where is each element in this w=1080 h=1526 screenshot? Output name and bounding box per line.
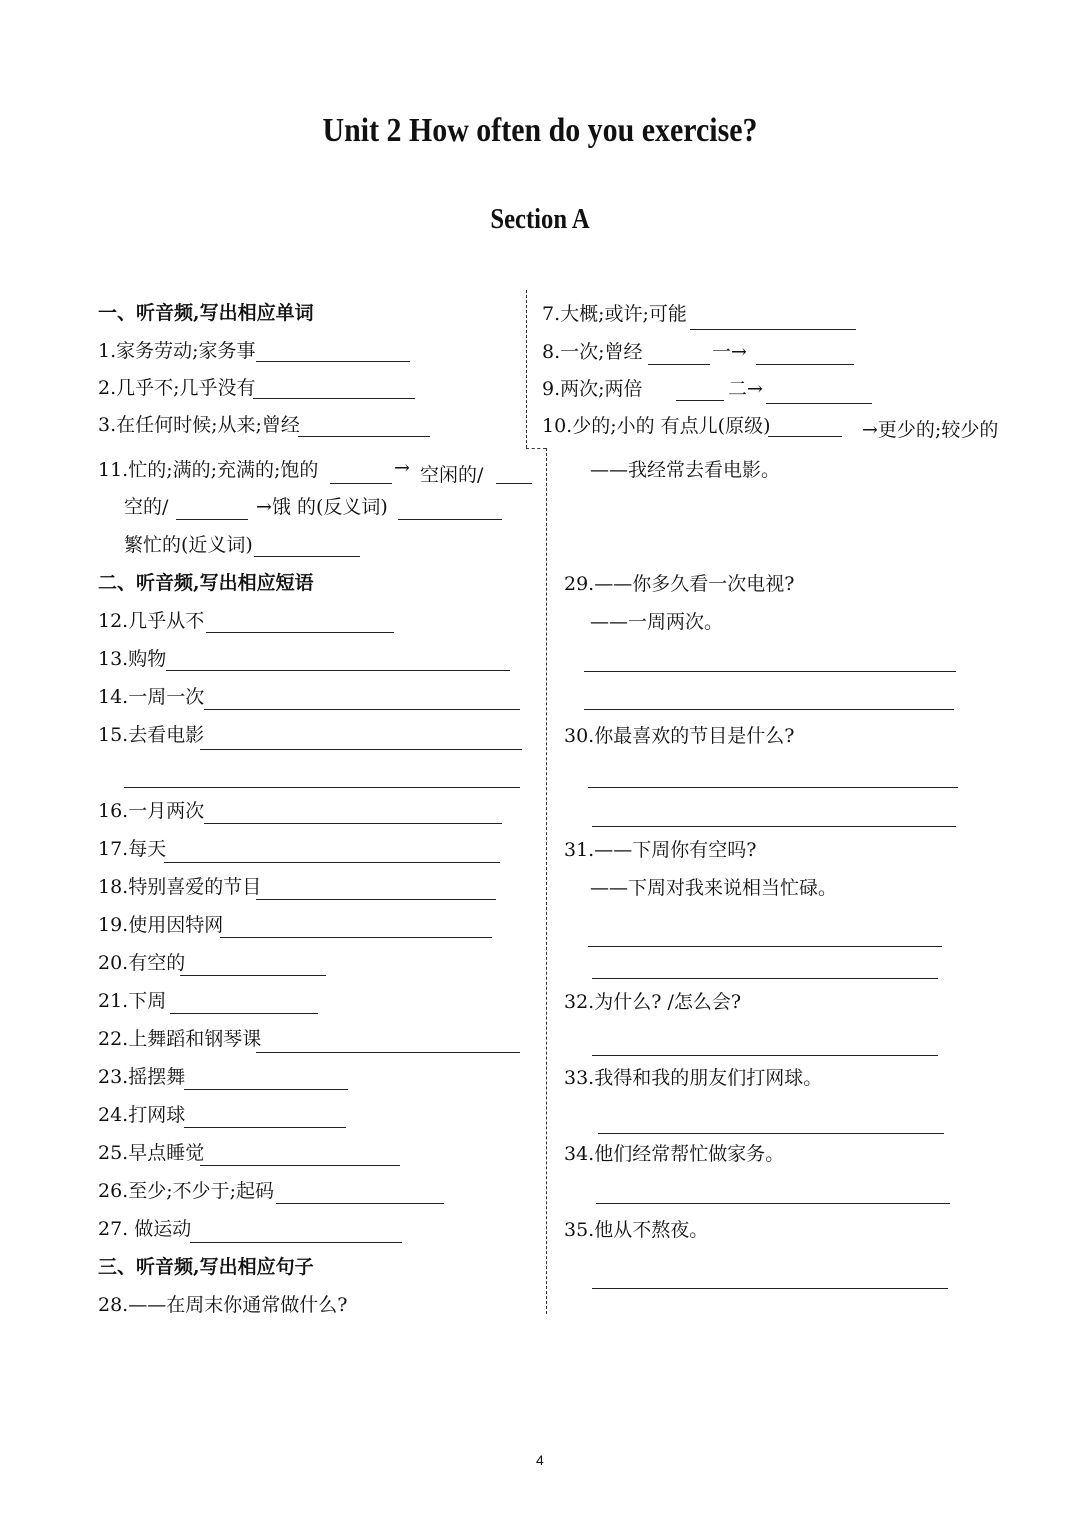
item-33-blank[interactable] — [598, 1133, 944, 1134]
item-30-blank-b[interactable] — [592, 826, 956, 827]
item-28-answer: ——我经常去看电影。 — [590, 459, 781, 481]
item-11-line2-prefix: 空的/ — [124, 496, 169, 518]
item-10-suffix: →更少的;较少的 — [862, 419, 999, 441]
item-34-blank[interactable] — [596, 1203, 950, 1204]
item-16-blank[interactable] — [204, 823, 502, 824]
top-horizontal-divider — [526, 448, 546, 449]
item-11-blank-d[interactable] — [398, 519, 502, 520]
item-7-blank[interactable] — [690, 329, 856, 330]
item-25-blank[interactable] — [200, 1165, 400, 1166]
item-32-blank[interactable] — [592, 1055, 938, 1056]
item-29-blank-b[interactable] — [584, 709, 954, 710]
section1-header: 一、听音频,写出相应单词 — [98, 302, 314, 324]
item-34-question: 34.他们经常帮忙做家务。 — [564, 1143, 785, 1165]
item-27-blank[interactable] — [190, 1242, 402, 1243]
section3-header: 三、听音频,写出相应句子 — [98, 1256, 314, 1278]
item-24-label: 24.打网球 — [98, 1104, 186, 1126]
item-15-blank-a[interactable] — [200, 749, 522, 750]
item-28-question: 28.——在周末你通常做什么? — [98, 1294, 348, 1316]
item-30-blank-a[interactable] — [588, 787, 958, 788]
item-2-blank[interactable] — [253, 398, 415, 399]
item-7-label: 7.大概;或许;可能 — [542, 303, 687, 325]
item-35-blank[interactable] — [592, 1288, 948, 1289]
item-9-blank-a[interactable] — [676, 400, 724, 401]
item-8-label: 8.一次;曾经 — [542, 341, 643, 363]
item-14-label: 14.一周一次 — [98, 686, 205, 708]
item-11-blank-e[interactable] — [254, 556, 360, 557]
item-33-question: 33.我得和我的朋友们打网球。 — [564, 1067, 823, 1089]
item-12-label: 12.几乎从不 — [98, 610, 205, 632]
section2-header: 二、听音频,写出相应短语 — [98, 572, 314, 594]
item-19-label: 19.使用因特网 — [98, 914, 224, 936]
item-16-label: 16.一月两次 — [98, 800, 205, 822]
item-22-blank[interactable] — [256, 1052, 520, 1053]
item-26-blank[interactable] — [276, 1203, 444, 1204]
item-11-blank-b[interactable] — [496, 483, 532, 484]
item-20-blank[interactable] — [180, 975, 326, 976]
item-17-label: 17.每天 — [98, 838, 167, 860]
item-9-blank-b[interactable] — [766, 403, 872, 404]
item-15-blank-b[interactable] — [124, 787, 520, 788]
item-19-blank[interactable] — [220, 937, 492, 938]
item-18-blank[interactable] — [256, 899, 496, 900]
item-11-arrow: → — [394, 457, 410, 479]
item-13-label: 13.购物 — [98, 648, 167, 670]
section-title: Section A — [490, 204, 590, 235]
item-10-blank[interactable] — [768, 436, 842, 437]
item-24-blank[interactable] — [184, 1127, 346, 1128]
item-9-arrow: 二→ — [728, 378, 763, 400]
item-11-blank-c[interactable] — [176, 519, 248, 520]
item-20-label: 20.有空的 — [98, 952, 186, 974]
item-15-label: 15.去看电影 — [98, 724, 205, 746]
item-11-line2-arrow: →饿 的(反义词) — [256, 496, 388, 518]
item-10-label: 10.少的;小的 有点儿(原级) — [542, 415, 771, 437]
item-26-label: 26.至少;不少于;起码 — [98, 1180, 275, 1202]
item-9-label: 9.两次;两倍 — [542, 378, 643, 400]
item-27-label: 27. 做运动 — [98, 1218, 192, 1240]
item-29-blank-a[interactable] — [584, 671, 956, 672]
item-8-blank-a[interactable] — [648, 364, 710, 365]
item-25-label: 25.早点睡觉 — [98, 1142, 205, 1164]
page-title: Unit 2 How often do you exercise? — [322, 112, 758, 149]
item-8-arrow: 一→ — [712, 341, 747, 363]
item-32-question: 32.为什么? /怎么会? — [564, 991, 742, 1013]
item-8-blank-b[interactable] — [756, 364, 854, 365]
item-23-blank[interactable] — [184, 1089, 348, 1090]
item-31-answer: ——下周对我来说相当忙碌。 — [590, 877, 838, 899]
item-14-blank[interactable] — [204, 709, 520, 710]
item-3-label: 3.在任何时候;从来;曾经 — [98, 414, 300, 436]
item-31-blank-b[interactable] — [592, 978, 938, 979]
item-13-blank[interactable] — [166, 670, 510, 671]
item-23-label: 23.摇摆舞 — [98, 1066, 186, 1088]
item-3-blank[interactable] — [298, 436, 430, 437]
page-number: 4 — [536, 1452, 544, 1468]
item-22-label: 22.上舞蹈和钢琴课 — [98, 1028, 262, 1050]
item-1-blank[interactable] — [256, 361, 410, 362]
item-11-suffix: 空闲的/ — [420, 464, 484, 486]
item-35-question: 35.他从不熬夜。 — [564, 1219, 709, 1241]
item-31-blank-a[interactable] — [588, 946, 942, 947]
item-29-answer: ——一周两次。 — [590, 611, 724, 633]
item-12-blank[interactable] — [206, 632, 394, 633]
bottom-column-divider — [546, 448, 547, 1314]
item-21-blank[interactable] — [170, 1013, 318, 1014]
item-31-question: 31.——下周你有空吗? — [564, 839, 757, 861]
item-1-label: 1.家务劳动;家务事 — [98, 340, 256, 362]
item-11-label: 11.忙的;满的;充满的;饱的 — [98, 459, 319, 481]
item-2-label: 2.几乎不;几乎没有 — [98, 377, 256, 399]
item-17-blank[interactable] — [164, 862, 500, 863]
item-11-blank-a[interactable] — [330, 483, 392, 484]
item-18-label: 18.特别喜爱的节目 — [98, 876, 262, 898]
item-21-label: 21.下周 — [98, 990, 167, 1012]
top-column-divider — [526, 290, 527, 448]
item-11-line3: 繁忙的(近义词) — [124, 534, 253, 556]
item-29-question: 29.——你多久看一次电视? — [564, 573, 795, 595]
item-30-question: 30.你最喜欢的节目是什么? — [564, 725, 795, 747]
